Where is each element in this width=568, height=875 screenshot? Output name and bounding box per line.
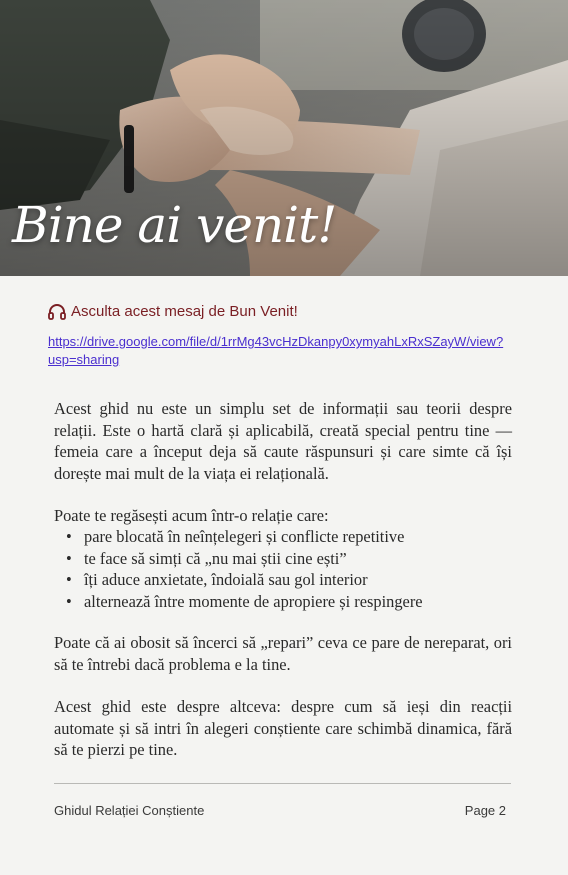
footer-title: Ghidul Relației Conștiente: [54, 803, 205, 818]
footer-divider: [54, 783, 511, 784]
page-title: Bine ai venit!: [12, 196, 337, 254]
audio-message-link[interactable]: [48, 303, 298, 320]
list-item: • te face să simți că „nu mai știi cine ești”: [54, 548, 512, 570]
symptom-list: [54, 526, 512, 613]
tired-paragraph: Poate că ai obosit să încerci să „repari” ceva ce pare de nereparat, ori să te întrebi dacă problema e la tine.: [54, 633, 512, 674]
relationship-question: Poate te regăsești acum într-o relație care:: [54, 506, 329, 525]
list-item: • pare blocată în neînțelegeri și conflicte repetitive: [54, 526, 512, 548]
list-item: • alternează între momente de apropiere și respingere: [54, 591, 512, 613]
drive-link[interactable]: https://drive.google.com/file/d/1rrMg43vcHzDkanpy0xymyahLxRxSZayW/view?usp=sharing: [48, 334, 504, 367]
intro-paragraph: Acest ghid nu este un simplu set de informații sau teorii despre relații. Este o hartă clară și aplicabilă, creată special pentru tine — femeia care a început deja să caute răspunsuri și care simte că își dorește mai mult de la viața ei relațională.: [54, 399, 512, 484]
page-number: Page 2: [464, 803, 506, 818]
hero-image: [0, 0, 568, 276]
headphones-icon: [48, 304, 66, 320]
guide-purpose-paragraph: Acest ghid este despre altceva: despre cum să ieși din reacții automate și să intri în alegeri conștiente care schimbă dinamica, fără să te pierzi pe tine.: [54, 697, 512, 760]
list-item: • îți aduce anxietate, îndoială sau gol interior: [54, 569, 512, 591]
audio-message-label: Asculta acest mesaj de Bun Venit!: [71, 303, 298, 320]
